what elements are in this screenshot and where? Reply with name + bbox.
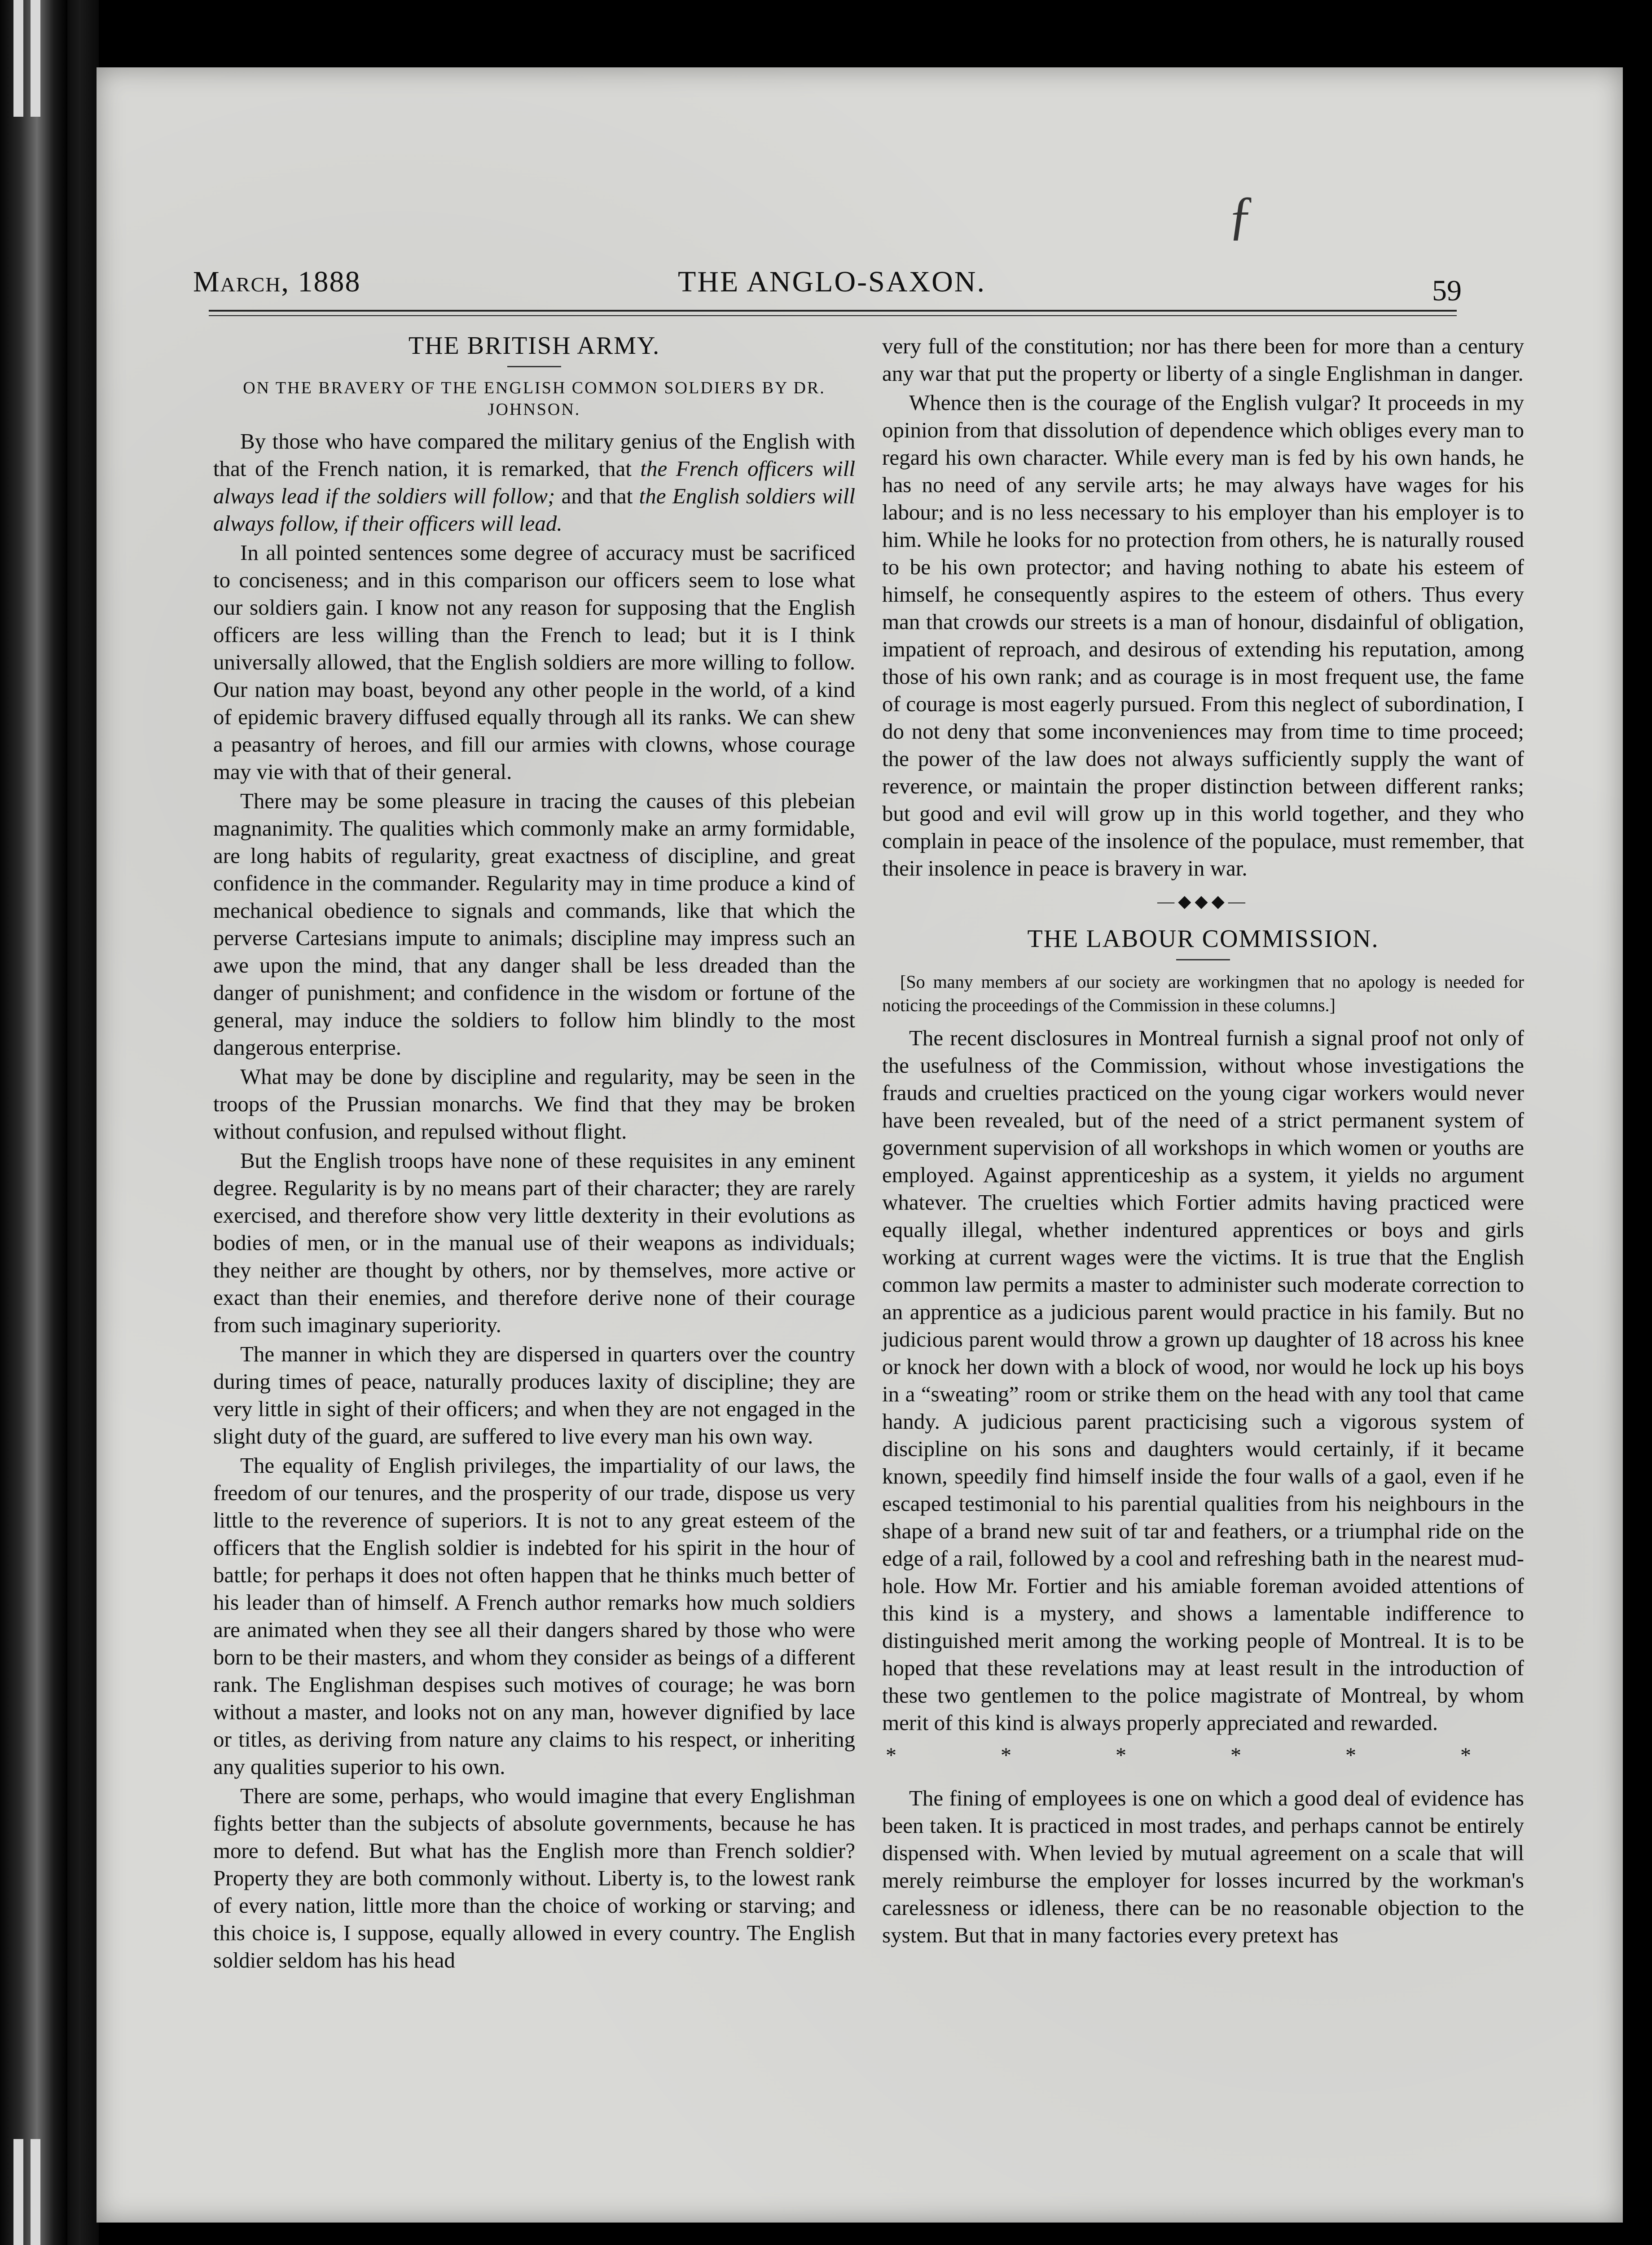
paragraph: Whence then is the courage of the English vulgar? It proceeds in my opinion from that dissolution of dependence which obliges every man to regard his own character. While every man is fed by his own hands, he has no need of any servile arts; he may always have wages for his labour; and is no less necessary to his employer than his employer is to him. While he looks for no protection from others, he is naturally roused to be his own protector; and having nothing to abate his esteem of himself, he consequently aspires to the esteem of others. Thus every man that crowds our streets is a man of honour, disdainful of obligation, impatient of reproach, and desirous of extending his reputation, among those of his own rank; and as courage is in most frequent use, the fame of courage is most eagerly pursued. From this neglect of subordination, I do not deny that some inconveniences may from time to time proceed; the power of the law does not always sufficiently supply the want of reverence, or maintain the proper distinction between different ranks; but good and evil will grow up in this world together, and they who complain in peace of the insolence of the populace, must remember, that their insolence in peace is bravery in war. [882, 390, 1524, 880]
italic-quote: the English soldiers will always follow, if their officers will lead. [213, 484, 855, 536]
scan-left-edge [0, 0, 67, 2245]
header-rule-thin [209, 315, 1457, 316]
paragraph [213, 427, 855, 537]
book-spine [67, 0, 99, 2245]
header-page-number: 59 [1432, 274, 1462, 307]
paragraph-text: and that [555, 484, 639, 508]
page-header [193, 265, 1495, 314]
paragraph: What may be done by discipline and regularity, may be seen in the troops of the Prussian monarchs. We find that they may be broken without confusion, and repulsed without flight. [213, 1064, 855, 1144]
paragraph-text: By those who have compared the military genius of the English with that of the French nation, it is remarked, that [213, 429, 855, 481]
scan-bar-top-1 [13, 0, 23, 117]
article-subtitle: ON THE BRAVERY OF THE ENGLISH COMMON SOLDIERS BY DR. JOHNSON. [243, 379, 826, 419]
header-title: THE ANGLO-SAXON. [678, 265, 986, 298]
paragraph: The manner in which they are dispersed in quarters over the country during times of peace, naturally produces laxity of discipline; they are very little in sight of their officers; and when they are not engaged in the slight duty of the guard, are suffered to live every man his own way. [213, 1342, 855, 1448]
paragraph-continued: very full of the constitution; nor has there been for more than a century any war that put the property or liberty of a single Englishman in danger. [882, 334, 1524, 386]
title-rule [507, 366, 561, 367]
paragraph: But the English troops have none of these requisites in any eminent degree. Regularity is by no means part of their character; they are rarely exercised, and therefore show very little dexterity in their evolutions as bodies of men, or in the manual use of their weapons as individuals; they neither are thought by others, nor by themselves, more active or exact than their enemies, and therefore derive none of their courage from such imaginary superiority. [213, 1148, 855, 1337]
paragraph: There may be some pleasure in tracing the causes of this plebeian magnanimity. The qualities which commonly make an army formidable, are long habits of regularity, great exactness of discipline, and great confidence in the commander. Regularity may in time produce a kind of mechanical obedience to signals and commands, like that which the perverse Cartesians impute to animals; discipline may impress such an awe upon the mind, that any danger shall be less dreaded than the danger of punishment; and confidence in the wisdom or fortune of the general, may induce the soldiers to follow him blindly to the most dangerous enterprise. [213, 788, 855, 1060]
paragraph: The fining of employees is one on which a good deal of evidence has been taken. It is practiced in most trades, and perhaps cannot be entirely dispensed with. When levied by mutual agreement on a scale that will merely reimburse the employer for losses incurred by the workman's carelessness or idleness, there can be no reasonable objection to the system. But that in many factories every pretext has [882, 1786, 1524, 1947]
paragraph: The equality of English privileges, the impartiality of our laws, the freedom of our tenures, and the prosperity of our trade, dispose us very little to the reverence of superiors. It is not to any great esteem of the officers that the English soldier is indebted for his spirit in the hour of battle; for perhaps it does not often happen that he thinks much better of his leader than of himself. A French author remarks how much soldiers are animated when they see all their dangers shared by those who were born to be their masters, and whom they consider as beings of a different rank. The Englishman despises such motives of courage; he was born without a master, and looks not on any man, however dignified by lace or titles, as deriving from nature any claims to his respect, or inheriting any qualities superior to his own. [213, 1453, 855, 1779]
article-title-british-army: THE BRITISH ARMY. [408, 332, 660, 360]
header-rule [209, 310, 1457, 312]
paragraph: The recent disclosures in Montreal furnish a signal proof not only of the usefulness of the Commission, without whose investigations the frauds and cruelties practiced on the young cigar workers would never have been revealed, but of the need of a strict permanent system of government supervision of all workshops in which women or youths are employed. Against apprenticeship as a system, it yields no argument whatever. The cruelties which Fortier admits having practiced were equally illegal, whether indentured apprentices or boys and girls working at current wages were the victims. It is true that the English common law permits a master to administer such moderate correction to an apprentice as a judicious parent would practice in his family. But no judicious parent would throw a grown up daughter of 18 across his knee or knock her down with a block of wood, nor would he lock up his boys in a “sweating” room or strike them on the head with any tool that came handy. A judicious parent practicising such a vigorous system of discipline on his sons and daughters would certainly, if it became known, speedily find himself inside the four walls of a gaol, even if he escaped testimonial to his parential qualities from his neighbours in the shape of a brand new suit of tar and feathers, or a triumphal ride on the edge of a rail, followed by a cool and refreshing bath in the nearest mud-hole. How Mr. Fortier and his amiable foreman avoided attentions of this kind is a mystery, and shows a lamentable indifference to distinguished merit among the working people of Montreal. It is to be hoped that these revelations may at least result in the introduction of these two gentlemen to the police magistrate of Montreal, by whom merit of this kind is always properly appreciated and rewarded. [882, 1026, 1524, 1735]
scan-bar-bottom-2 [31, 2139, 40, 2245]
editorial-note: [So many members af our society are workingmen that no apology is needed for noticing the proceedings of the Commission in these columns.] [882, 972, 1524, 1015]
scan-bar-top-2 [31, 0, 40, 117]
title-rule [1176, 959, 1230, 960]
paragraph: In all pointed sentences some degree of accuracy must be sacrificed to conciseness; and in this comparison our officers seem to lose what our soldiers gain. I know not any reason for supposing that the English officers are less willing than the French to lead; but it is I think universally allowed, that the English soldiers are more willing to follow. Our nation may boast, beyond any other people in the world, of a kind of epidemic bravery diffused equally through all its ranks. We can shew a peasantry of heroes, and fill our armies with clowns, whose courage may vie with that of their general. [213, 540, 855, 784]
italic-quote: the French officers will always lead if the soldiers will follow; [213, 456, 855, 508]
article-title-labour-commission: THE LABOUR COMMISSION. [1027, 925, 1379, 953]
asterisk-break: * * * * * * [886, 1743, 1520, 1767]
column-left [213, 332, 855, 1976]
paragraph: There are some, perhaps, who would imagine that every Englishman fights better than the subjects of absolute governments, because he has more to defend. But what has the English more than French soldier? Property they are both commonly without. Liberty is, to the lowest rank of every nation, little more than the choice of working or starving; and this choice is, I suppose, equally allowed in every country. The English soldier seldom has his head [213, 1783, 855, 1972]
pencil-mark: ƒ [1228, 185, 1255, 245]
column-right [882, 332, 1524, 1950]
page-sheet [97, 67, 1623, 2223]
section-divider: —◆◆◆— [1157, 892, 1249, 911]
header-date: March, 1888 [193, 265, 361, 298]
scan-bar-bottom-1 [13, 2139, 23, 2245]
